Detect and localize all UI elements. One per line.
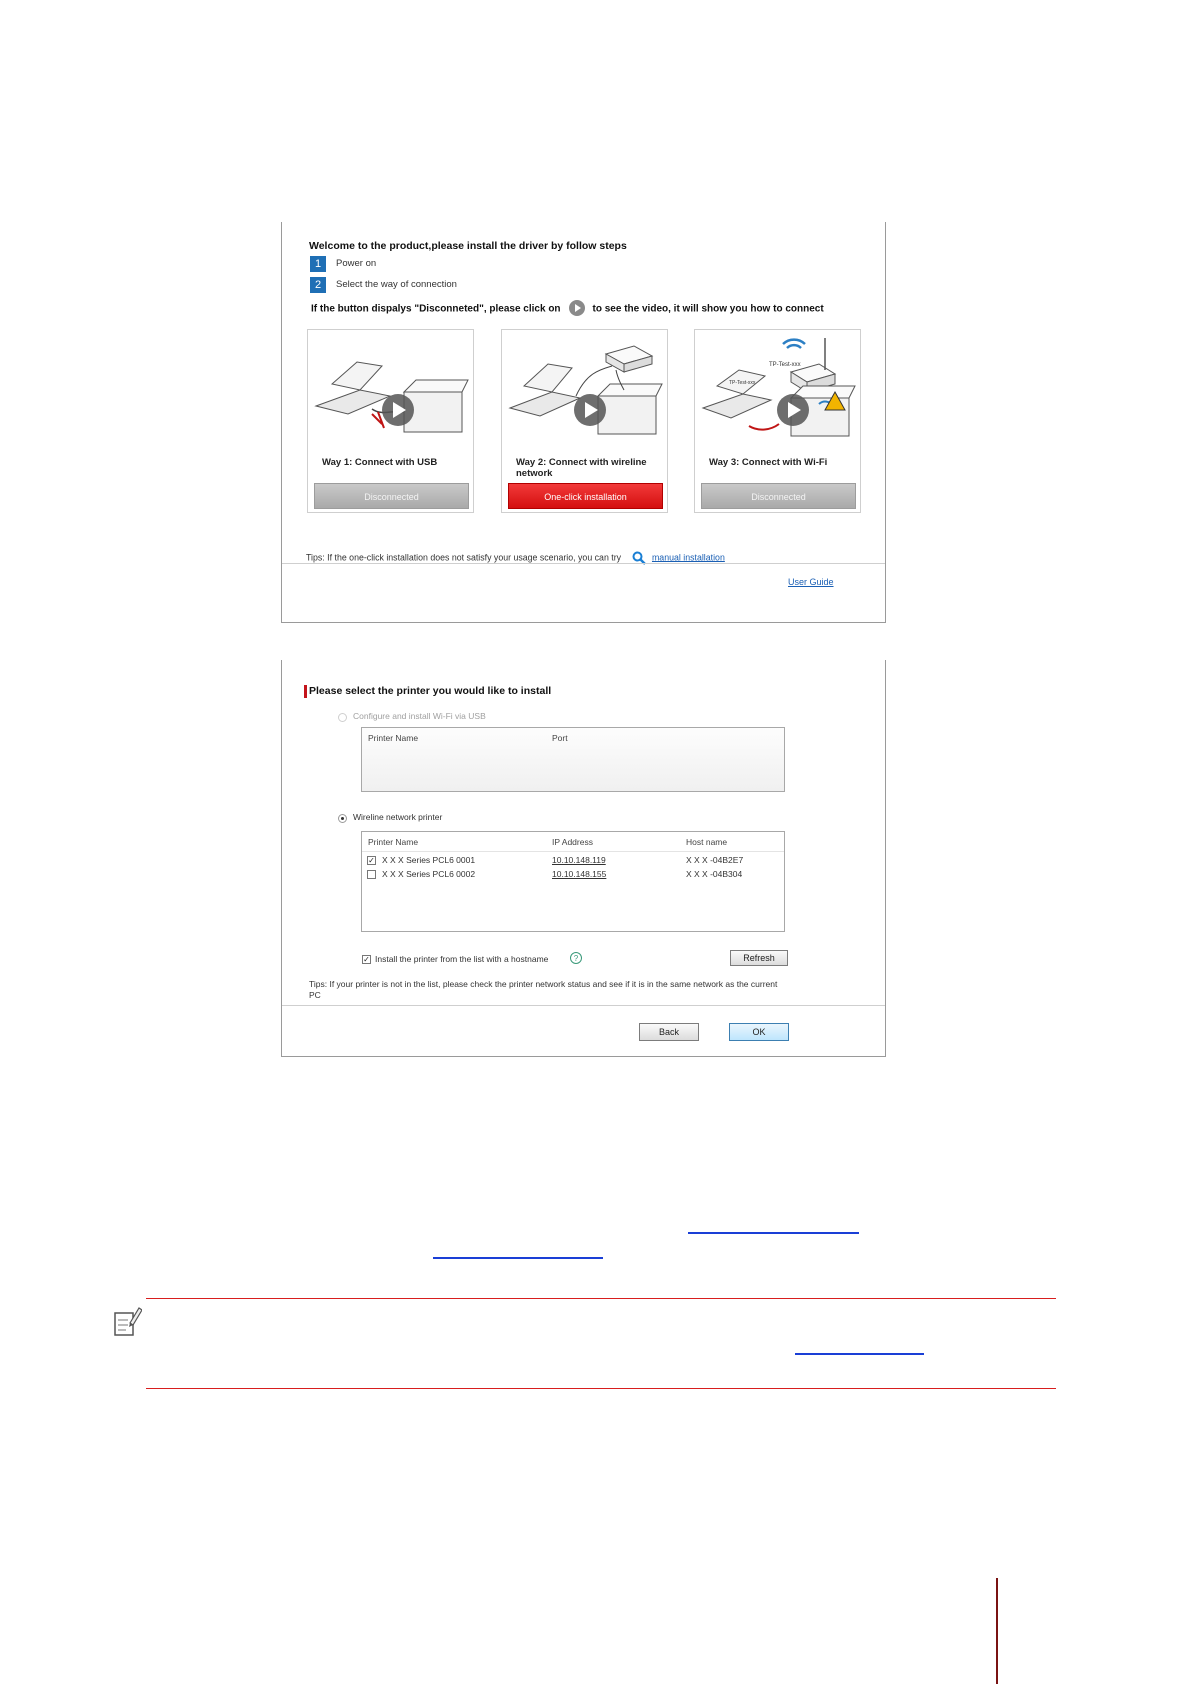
divider xyxy=(282,1005,885,1006)
table-row[interactable] xyxy=(362,868,784,882)
ip-address: 10.10.148.155 xyxy=(552,869,607,879)
way-card-usb xyxy=(307,329,474,513)
welcome-title: Welcome to the product,please install the driver by follow steps xyxy=(309,240,627,252)
help-icon[interactable]: ? xyxy=(570,952,582,964)
row-checkbox[interactable] xyxy=(367,870,376,879)
network-tips: Tips: If your printer is not in the list, please check the printer network status and see if it is in the same network as the current PC xyxy=(309,979,778,1000)
column-header: IP Address xyxy=(552,837,593,847)
printer-name: X X X Series PCL6 0001 xyxy=(382,855,476,865)
wifi-ssid-label: TP-Test-xxx xyxy=(769,362,801,368)
way-caption: Way 2: Connect with wireline network xyxy=(516,457,647,479)
note-top-rule xyxy=(146,1298,1056,1299)
way-caption: Way 1: Connect with USB xyxy=(322,457,438,468)
wifi-status-button[interactable]: Disconnected xyxy=(701,483,856,509)
way-card-wireline xyxy=(501,329,668,513)
back-button[interactable]: Back xyxy=(639,1023,699,1041)
wireline-network-radio[interactable] xyxy=(338,814,347,823)
usb-printer-table xyxy=(361,727,785,792)
host-name: X X X -04B304 xyxy=(686,869,743,879)
note-pencil-icon xyxy=(112,1305,142,1337)
usb-connection-illustration xyxy=(312,334,469,452)
column-header: Printer Name xyxy=(368,837,419,847)
manual-installation-link[interactable]: manual installation xyxy=(651,552,725,563)
ip-address: 10.10.148.119 xyxy=(552,855,606,865)
play-icon[interactable] xyxy=(569,300,585,316)
hostname-option-label: Install the printer from the list with a hostname xyxy=(375,954,549,964)
hint-text-after: to see the video, it will show you how to connect xyxy=(592,303,824,315)
step-number: 1 xyxy=(310,256,326,272)
column-header: Host name xyxy=(686,837,728,847)
host-name: X X X -04B2E7 xyxy=(686,855,744,865)
wireline-option-label: Wireline network printer xyxy=(353,812,443,822)
way-card-wifi xyxy=(694,329,861,513)
laptop-ssid-label: TP-Test-xxx xyxy=(729,380,756,386)
wifi-connection-illustration xyxy=(699,334,856,452)
hyperlink-underline[interactable] xyxy=(433,1257,603,1259)
hint-text-before: If the button dispalys "Disconneted", please click on xyxy=(311,303,561,315)
step-label: Power on xyxy=(336,258,377,269)
wireline-connection-illustration xyxy=(506,334,663,452)
column-header: Printer Name xyxy=(368,733,419,743)
hostname-checkbox[interactable]: ✓ xyxy=(363,955,370,964)
note-bottom-rule xyxy=(146,1388,1056,1389)
ok-button[interactable]: OK xyxy=(729,1023,789,1041)
usb-status-button[interactable]: Disconnected xyxy=(314,483,469,509)
page-footer-rule xyxy=(996,1578,998,1684)
header-divider xyxy=(362,851,784,852)
column-header: Port xyxy=(552,733,568,743)
printer-name: X X X Series PCL6 0002 xyxy=(382,869,476,879)
tips-text: Tips: If the one-click installation does not satisfy your usage scenario, you can try xyxy=(306,552,622,563)
step-number: 2 xyxy=(310,277,326,293)
table-row[interactable] xyxy=(362,854,784,868)
one-click-installation-button[interactable]: One-click installation xyxy=(508,483,663,509)
installer-welcome-screenshot xyxy=(281,222,886,623)
usb-wifi-option-label: Configure and install Wi-Fi via USB xyxy=(353,711,486,721)
hyperlink-underline[interactable] xyxy=(688,1232,859,1234)
hyperlink-underline[interactable] xyxy=(795,1353,924,1355)
video-hint xyxy=(311,301,824,317)
step-label: Select the way of connection xyxy=(336,279,457,290)
row-checkbox[interactable]: ✓ xyxy=(368,856,375,865)
divider xyxy=(282,563,885,564)
refresh-button[interactable]: Refresh xyxy=(730,950,788,966)
network-printer-table xyxy=(361,831,785,932)
way-caption: Way 3: Connect with Wi-Fi xyxy=(709,457,828,468)
printer-select-screenshot xyxy=(281,660,886,1057)
select-printer-title: Please select the printer you would like to install xyxy=(309,685,552,697)
user-guide-link[interactable]: User Guide xyxy=(788,577,834,587)
usb-wifi-radio[interactable] xyxy=(338,713,347,722)
